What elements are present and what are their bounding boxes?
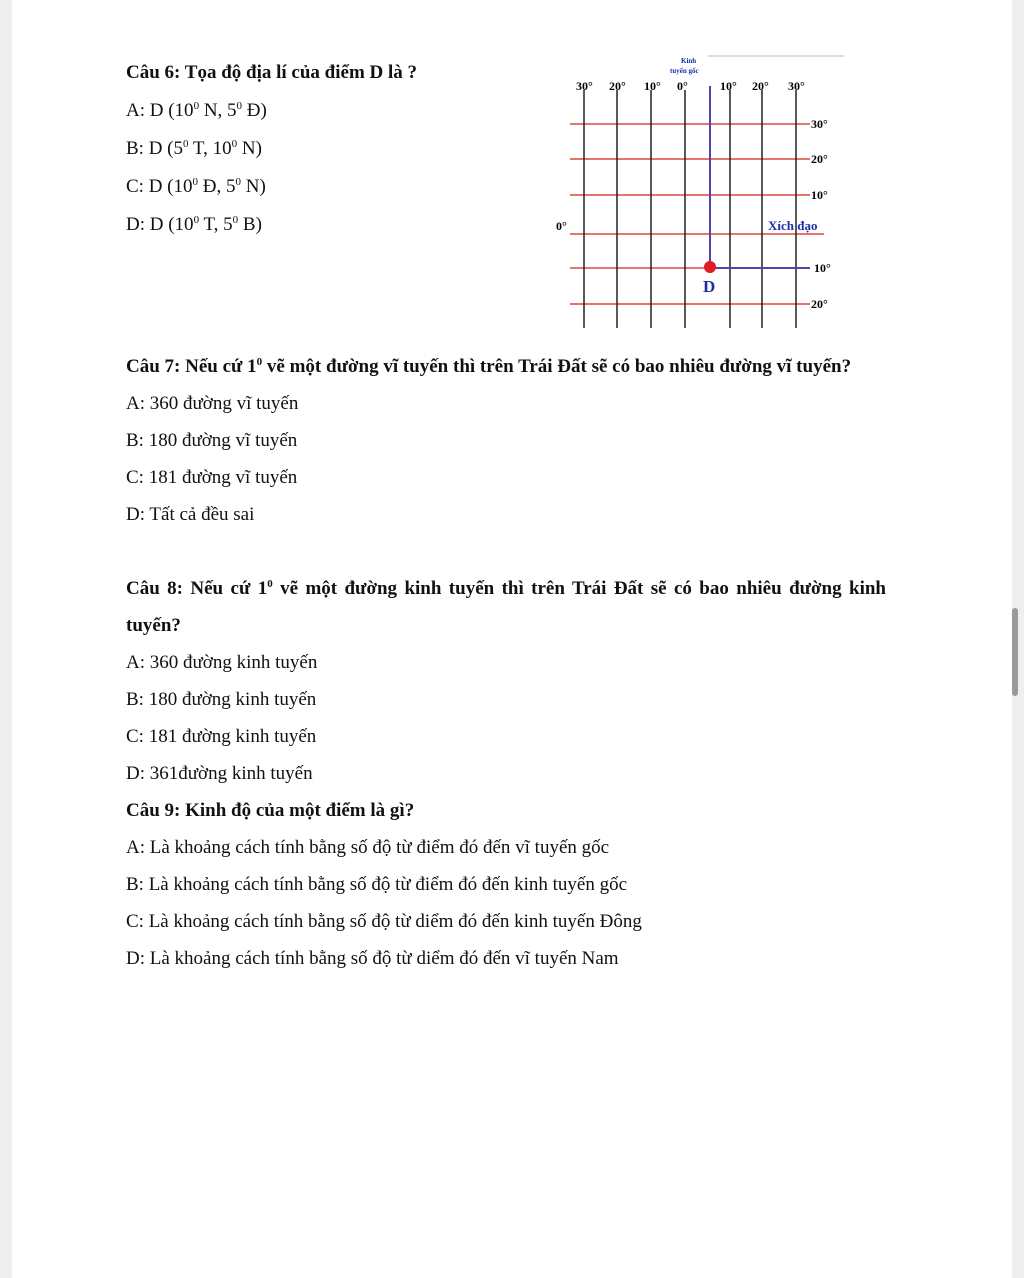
question-7-option-d[interactable]: D: Tất cả đều sai: [126, 504, 255, 525]
right-label-20n: 20°: [811, 152, 828, 166]
top-label-10w: 10°: [644, 79, 661, 93]
right-label-30n: 30°: [811, 117, 828, 131]
right-label-10s: 10°: [814, 261, 831, 275]
top-label-10e: 10°: [720, 79, 737, 93]
question-9-option-a[interactable]: A: Là khoảng cách tính bằng số độ từ điểm đó đến vĩ tuyến gốc: [126, 837, 610, 858]
top-label-20w: 20°: [609, 79, 626, 93]
question-7-option-b[interactable]: B: 180 đường vĩ tuyến: [126, 430, 298, 451]
right-label-20s: 20°: [811, 297, 828, 311]
question-8-option-a[interactable]: A: 360 đường kinh tuyến: [126, 652, 318, 673]
question-6-title: Câu 6: Tọa độ địa lí của điểm D là ?: [126, 62, 418, 83]
question-7-option-a[interactable]: A: 360 đường vĩ tuyến: [126, 393, 299, 414]
question-7-title: Câu 7: Nếu cứ $1^0$ vẽ một đường vĩ tuyến thì trên Trái Đất sẽ có bao nhiêu đường vĩ tuyến?: [126, 356, 852, 377]
equator-zero-label: 0°: [556, 219, 567, 233]
parallels: [570, 124, 824, 304]
right-label-10n: 10°: [811, 188, 828, 202]
question-6-option-d[interactable]: D: D ($10^0$ T, $5^0$ B): [126, 214, 262, 235]
question-6: [126, 54, 417, 244]
question-7-option-c[interactable]: C: 181 đường vĩ tuyến: [126, 467, 298, 488]
equator-label: Xích đạo: [768, 218, 818, 233]
top-labels: [576, 79, 805, 93]
question-8: [126, 570, 886, 792]
top-label-20e: 20°: [752, 79, 769, 93]
meridian-caption-line2: tuyến gốc: [670, 67, 699, 75]
question-8-option-b[interactable]: B: 180 đường kinh tuyến: [126, 689, 317, 710]
question-8-option-c[interactable]: C: 181 đường kinh tuyến: [126, 726, 317, 747]
meridian-caption-line1: Kinh: [681, 57, 697, 65]
point-d-label: D: [703, 277, 716, 296]
top-label-30w: 30°: [576, 79, 593, 93]
vertical-scrollbar[interactable]: [1012, 608, 1018, 696]
question-6-option-c[interactable]: C: D ($10^0$ Đ, $5^0$ N): [126, 176, 266, 197]
question-6-option-b[interactable]: B: D ($5^0$ T, $10^0$ N): [126, 138, 262, 159]
question-8-option-d[interactable]: D: 361đường kinh tuyến: [126, 763, 313, 784]
point-d-marker: [704, 261, 716, 273]
question-7: [126, 348, 886, 533]
question-9: [126, 792, 642, 977]
coordinate-grid-diagram: [548, 52, 848, 332]
question-8-title: Câu 8: Nếu cứ $1^0$ vẽ một đường kinh tuyến thì trên Trái Đất sẽ có bao nhiêu đường kinh tuyến?: [126, 578, 886, 636]
question-9-option-b[interactable]: B: Là khoảng cách tính bằng số độ từ điểm đó đến kinh tuyến gốc: [126, 874, 628, 895]
question-6-option-a[interactable]: A: D ($10^0$ N, $5^0$ Đ): [126, 100, 267, 121]
top-label-30e: 30°: [788, 79, 805, 93]
question-9-option-c[interactable]: C: Là khoảng cách tính bằng số độ từ diểm đó đến kinh tuyến Đông: [126, 911, 642, 932]
question-9-title: Câu 9: Kinh độ của một điểm là gì?: [126, 800, 415, 821]
question-9-option-d[interactable]: D: Là khoảng cách tính bằng số độ từ diểm đó đến vĩ tuyến Nam: [126, 948, 619, 969]
right-labels: [811, 117, 831, 311]
top-label-0: 0°: [677, 79, 688, 93]
meridians: [584, 90, 796, 328]
